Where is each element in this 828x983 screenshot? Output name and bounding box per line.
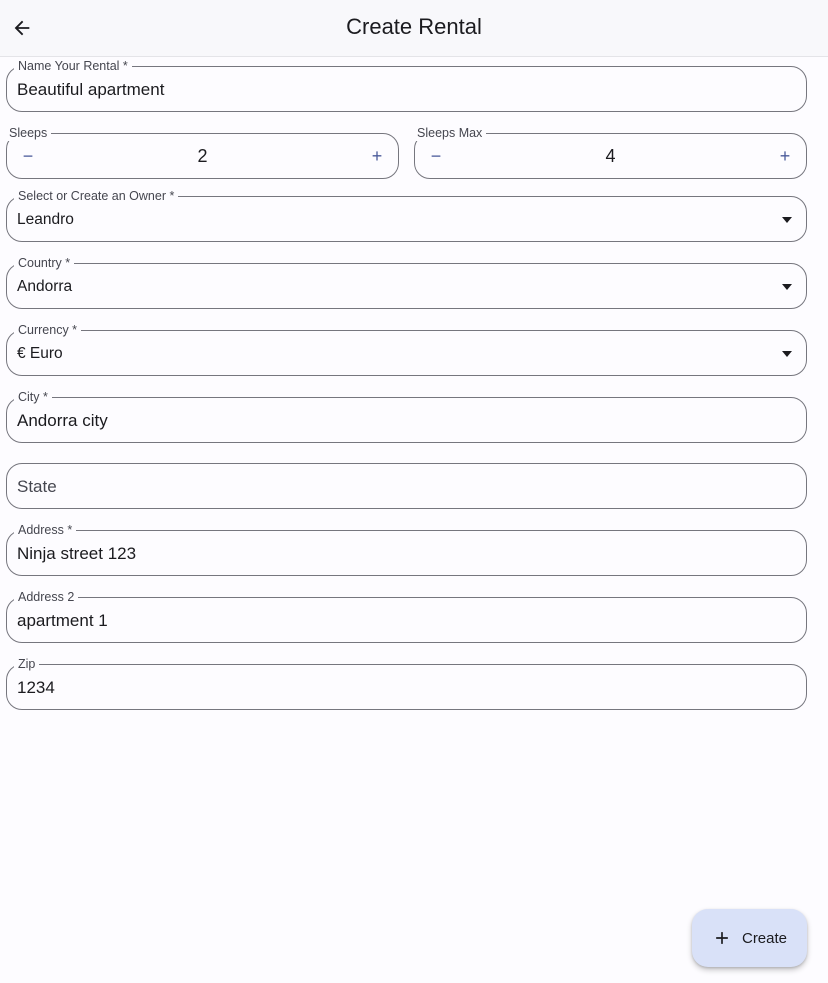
address-label: Address *	[14, 522, 76, 538]
dropdown-arrow-icon	[782, 284, 792, 290]
dropdown-arrow-icon	[782, 351, 792, 357]
address-value: Ninja street 123	[17, 544, 137, 563]
currency-value: € Euro	[17, 345, 63, 362]
city-label: City *	[14, 389, 52, 405]
sleeps-increment-button[interactable]: +	[371, 146, 383, 166]
dropdown-arrow-icon	[782, 217, 792, 223]
sleeps-max-increment-button[interactable]: +	[779, 146, 791, 166]
zip-field[interactable]	[6, 657, 807, 710]
zip-label: Zip	[14, 656, 39, 672]
zip-value: 1234	[17, 678, 55, 697]
owner-value: Leandro	[17, 211, 74, 228]
sleeps-max-decrement-button[interactable]: −	[430, 146, 442, 166]
app-bar	[0, 0, 828, 57]
country-select[interactable]	[6, 256, 807, 309]
owner-select[interactable]	[6, 189, 807, 242]
plus-icon	[712, 928, 732, 948]
rental-name-label: Name Your Rental *	[14, 58, 132, 74]
address2-label: Address 2	[14, 589, 78, 605]
address-field[interactable]	[6, 523, 807, 576]
state-field[interactable]	[6, 463, 807, 509]
create-button-label: Create	[741, 929, 788, 947]
sleeps-label: Sleeps	[5, 125, 51, 141]
sleeps-max-value: 4	[605, 146, 616, 166]
rental-name-field[interactable]	[6, 59, 807, 112]
country-value: Andorra	[17, 278, 73, 295]
city-value: Andorra city	[17, 411, 108, 430]
rental-name-value: Beautiful apartment	[17, 80, 165, 99]
sleeps-decrement-button[interactable]: −	[22, 146, 34, 166]
currency-label: Currency *	[14, 322, 81, 338]
sleeps-max-stepper[interactable]	[414, 126, 807, 179]
sleeps-stepper[interactable]	[6, 126, 399, 179]
page-title: Create Rental	[346, 14, 482, 39]
create-button[interactable]	[692, 909, 807, 967]
sleeps-max-label: Sleeps Max	[413, 125, 486, 141]
state-placeholder: State	[17, 477, 57, 496]
country-label: Country *	[14, 255, 74, 271]
city-field[interactable]	[6, 390, 807, 443]
owner-label: Select or Create an Owner *	[14, 188, 178, 204]
sleeps-value: 2	[197, 146, 208, 166]
currency-select[interactable]	[6, 323, 807, 376]
address2-field[interactable]	[6, 590, 807, 643]
address2-value: apartment 1	[17, 611, 108, 630]
